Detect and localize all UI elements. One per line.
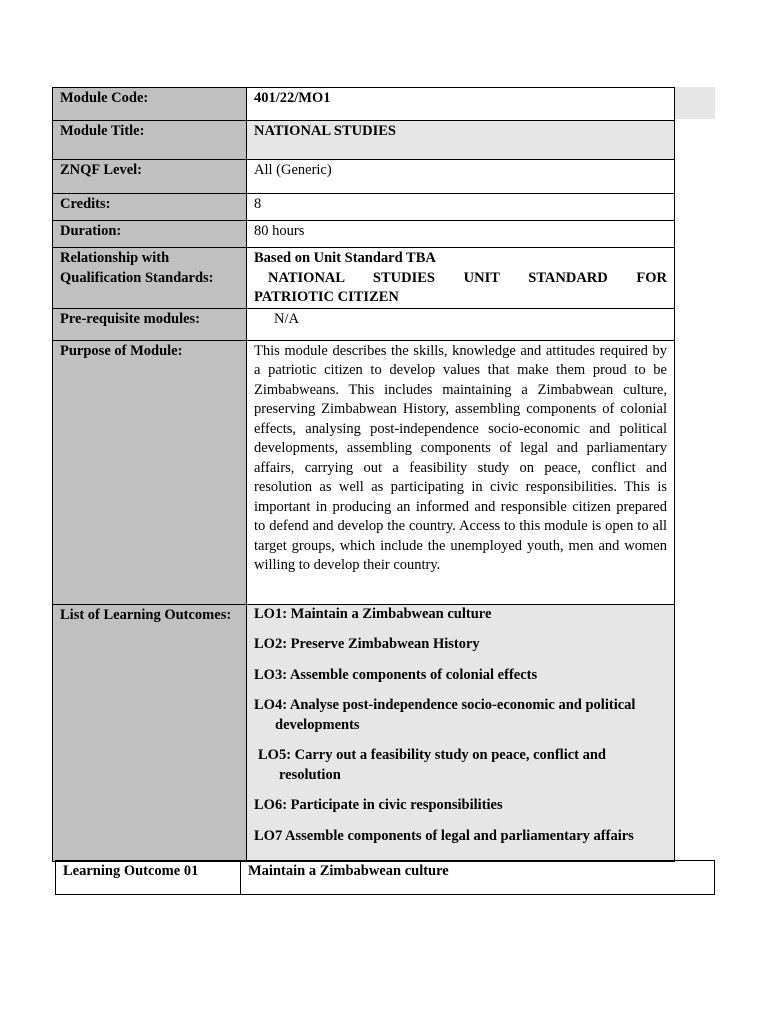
row-learning-outcome-01	[56, 861, 715, 895]
credits-value: 8	[247, 194, 675, 221]
relationship-line-2: NATIONAL STUDIES UNIT STANDARD FOR	[268, 269, 667, 286]
znqf-level-value: All (Generic)	[247, 160, 675, 194]
purpose-label: Purpose of Module:	[53, 340, 247, 604]
outcomes-list	[247, 604, 675, 861]
outcome-item: LO5: Carry out a feasibility study on peace, conflict and resolution	[258, 747, 606, 783]
purpose-text: This module describes the skills, knowledge and attitudes required by a patriotic citizen to develop values that make them proud to be Zimbabweans. This includes maintaining a Zimbabwean culture, preserving Zimbabwean History, assembling components of colonial effects, analysing post-independence socio-economic and political developments, assembling components of legal and parliamentary affairs, carrying out a feasibility study on peace, conflict and resolution as well as participating in civic responsibilities. This is important in producing an informed and responsible citizen prepared to defend and develop the country. Access to this module is open to all target groups, which include the unemployed youth, men and women willing to develop their country.	[247, 340, 675, 604]
credits-label: Credits:	[53, 194, 247, 221]
side-shade-block	[675, 87, 715, 119]
module-code-label: Module Code:	[53, 88, 247, 121]
module-code-value: 401/22/MO1	[247, 88, 675, 121]
prerequisite-label: Pre-requisite modules:	[53, 308, 247, 340]
prerequisite-text: N/A	[274, 310, 299, 327]
prerequisite-value	[247, 308, 675, 340]
relationship-line-1: Based on Unit Standard TBA	[254, 250, 436, 266]
row-module-code	[53, 88, 675, 121]
outcome-item: LO1: Maintain a Zimbabwean culture	[254, 605, 492, 622]
row-prerequisites	[53, 308, 675, 340]
outcome-item: LO2: Preserve Zimbabwean History	[254, 636, 480, 652]
znqf-level-label: ZNQF Level:	[53, 160, 247, 194]
learning-outcome-label: Learning Outcome 01	[56, 861, 241, 895]
row-purpose	[53, 340, 675, 604]
row-znqf-level	[53, 160, 675, 194]
learning-outcome-table	[55, 860, 715, 895]
duration-value: 80 hours	[247, 221, 675, 248]
module-table	[52, 87, 675, 862]
row-learning-outcomes	[53, 604, 675, 861]
relationship-label: Relationship with Qualification Standards:	[53, 248, 247, 309]
row-credits	[53, 194, 675, 221]
outcome-item: LO4: Analyse post-independence socio-economic and political developments	[254, 697, 636, 733]
learning-outcome-value: Maintain a Zimbabwean culture	[241, 861, 715, 895]
relationship-line-3: PATRIOTIC CITIZEN	[254, 289, 399, 305]
module-title-label: Module Title:	[53, 121, 247, 160]
duration-label: Duration:	[53, 221, 247, 248]
module-title-value: NATIONAL STUDIES	[247, 121, 675, 160]
outcome-item: LO7 Assemble components of legal and parliamentary affairs	[254, 827, 634, 844]
row-module-title	[53, 121, 675, 160]
outcomes-label: List of Learning Outcomes:	[53, 604, 247, 861]
relationship-value	[247, 248, 675, 309]
outcome-item: LO3: Assemble components of colonial effects	[254, 666, 538, 683]
row-relationship	[53, 248, 675, 309]
outcome-item: LO6: Participate in civic responsibilities	[254, 797, 503, 813]
row-duration	[53, 221, 675, 248]
